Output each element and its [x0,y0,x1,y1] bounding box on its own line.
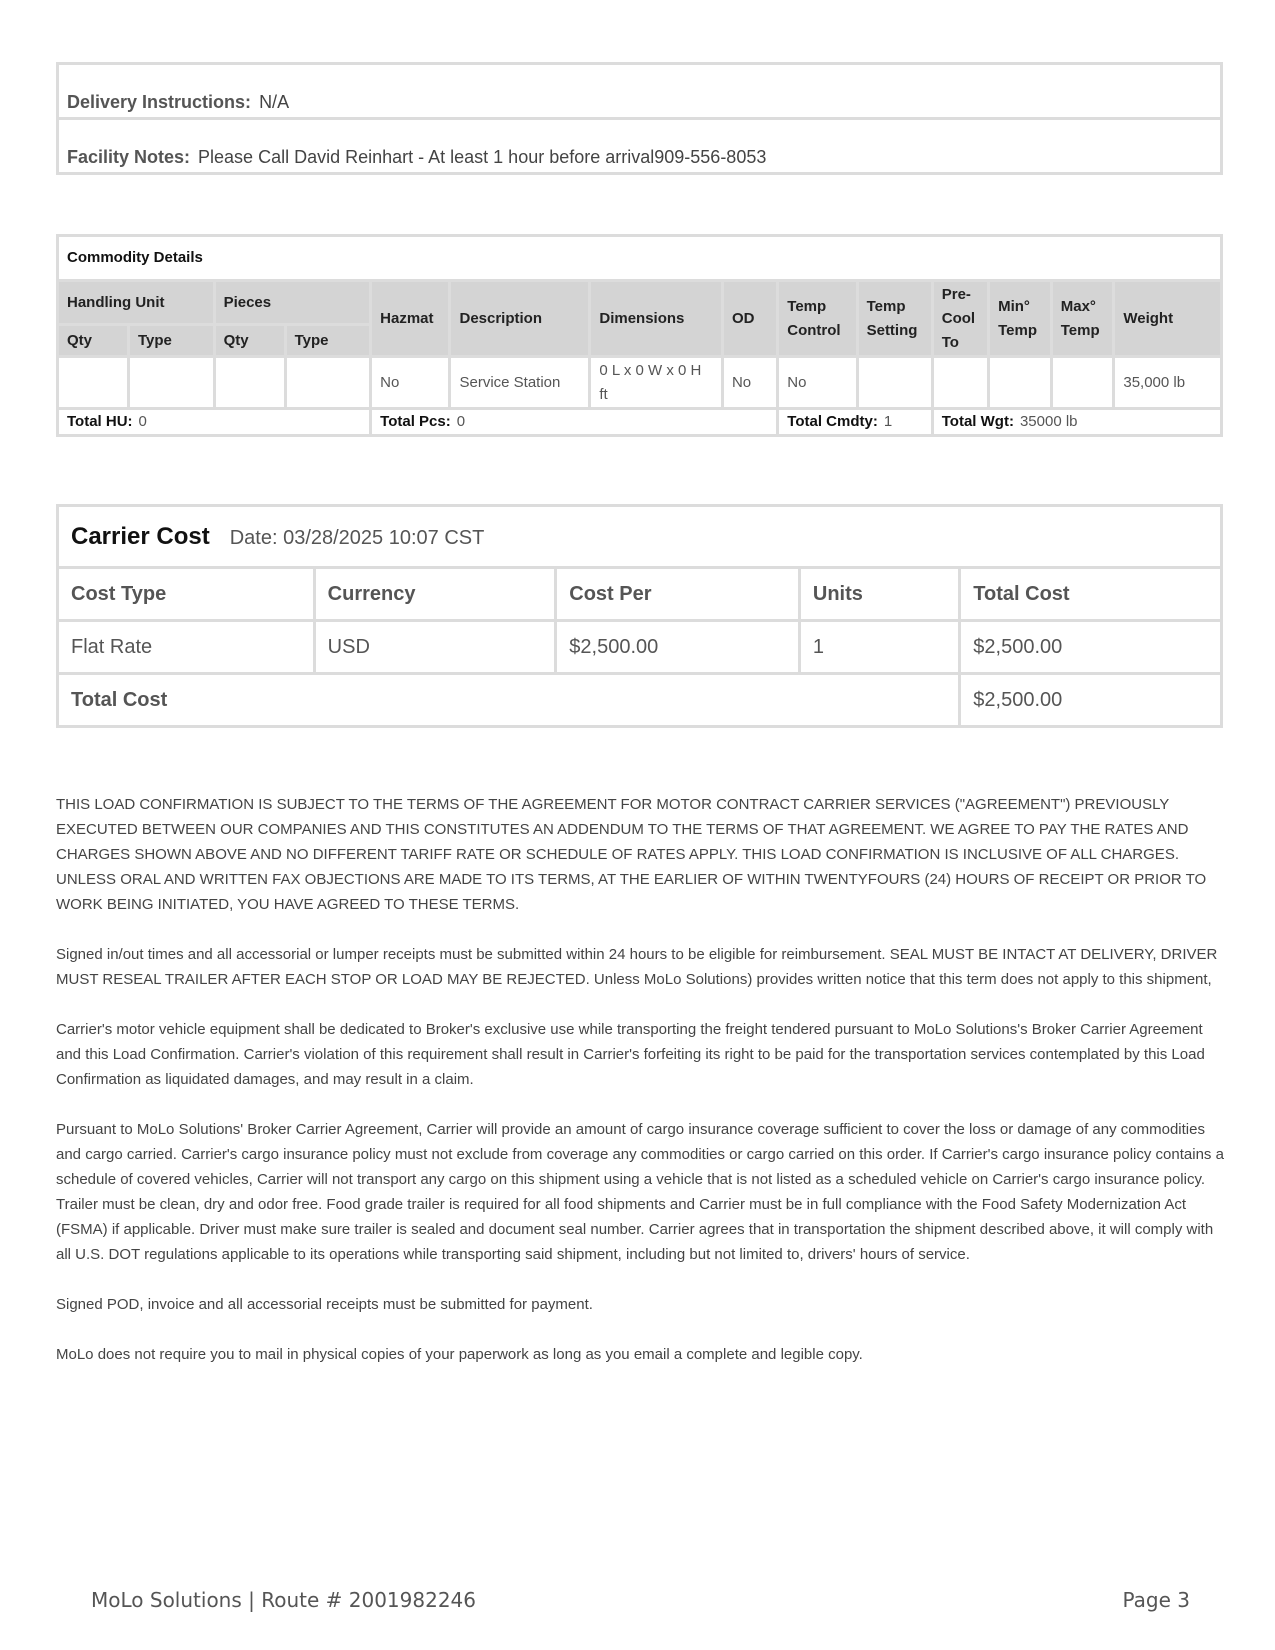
instructions-table [56,62,1223,175]
min-temp-cell [989,357,1052,409]
min-temp-header: Min° Temp [989,281,1052,357]
total-hu-label: Total HU: [67,413,133,430]
pre-cool-to-cell [932,357,988,409]
total-wgt-value: 35000 lb [1019,413,1078,430]
total-cmdty [778,409,932,436]
description-cell: Service Station [450,357,590,409]
hu-type-cell [128,357,214,409]
units-cell: 1 [799,621,959,674]
total-hu [58,409,371,436]
terms-section [56,792,1226,1392]
pre-cool-to-header: Pre-Cool To [932,281,988,357]
cost-type-cell: Flat Rate [58,621,315,674]
dimensions-cell: 0 L x 0 W x 0 H ft [590,357,723,409]
table-row [58,357,1222,409]
pcs-type-cell [285,357,371,409]
pieces-header: Pieces [214,281,371,325]
terms-paragraph: Pursuant to MoLo Solutions' Broker Carrier Agreement, Carrier will provide an amount of cargo insurance coverage sufficient to cover the loss or damage of any commodities and cargo carried. Carrier's cargo insurance policy must not exclude from coverage any commodities or cargo carried on this order. If Carrier's cargo insurance policy contains a schedule of covered vehicles, Carrier will not transport any cargo on this shipment using a vehicle that is not listed as a scheduled vehicle on Carrier's cargo insurance policy. Trailer must be clean, dry and odor free. Food grade trailer is required for all food shipments and Carrier must be in full compliance with the Food Safety Modernization Act (FSMA) if applicable. Driver must make sure trailer is sealed and document seal number. Carrier agrees that in transportation the shipment described above, it will comply with all U.S. DOT regulations applicable to its operations while transporting said shipment, including but not limited to, drivers' hours of service. [56,1121,1224,1263]
facility-notes-row [58,119,1222,174]
carrier-cost-title: Carrier Cost [71,522,210,550]
od-header: OD [722,281,777,357]
carrier-cost-heading [58,506,1222,568]
total-wgt [932,409,1221,436]
dimensions-header: Dimensions [590,281,723,357]
footer-page-number: Page 3 [1122,1588,1190,1612]
total-cmdty-label: Total Cmdty: [787,413,878,430]
hu-type-header: Type [128,325,214,357]
pcs-qty-cell [214,357,285,409]
cost-type-header: Cost Type [58,568,315,621]
footer-route: MoLo Solutions | Route # 2001982246 [91,1588,476,1612]
max-temp-header: Max° Temp [1051,281,1114,357]
currency-header: Currency [314,568,556,621]
totals-row [58,409,1222,436]
terms-paragraph: Signed POD, invoice and all accessorial receipts must be submitted for payment. [56,1296,593,1313]
delivery-instructions-label: Delivery Instructions: [67,92,252,112]
total-pcs-value: 0 [456,413,466,430]
carrier-cost-date: Date: 03/28/2025 10:07 CST [229,526,485,549]
total-pcs [371,409,778,436]
temp-control-header: Temp Control [778,281,857,357]
terms-paragraph: Carrier's motor vehicle equipment shall be dedicated to Broker's exclusive use while transporting the freight tendered pursuant to MoLo Solutions's Broker Carrier Agreement and this Load Confirmation. Carrier's violation of this requirement shall result in Carrier's forfeiting its right to be paid for the transportation services contemplated by this Load Confirmation as liquidated damages, and may result in a claim. [56,1021,1205,1088]
handling-unit-header: Handling Unit [58,281,215,325]
temp-setting-header: Temp Setting [857,281,932,357]
grand-total-value: $2,500.00 [960,674,1222,727]
hu-qty-header: Qty [58,325,129,357]
total-cmdty-value: 1 [883,413,893,430]
hazmat-header: Hazmat [371,281,450,357]
total-cost-cell: $2,500.00 [960,621,1222,674]
pcs-type-header: Type [285,325,371,357]
currency-cell: USD [314,621,556,674]
max-temp-cell [1051,357,1114,409]
table-row [58,621,1222,674]
units-header: Units [799,568,959,621]
hu-qty-cell [58,357,129,409]
commodity-table [56,234,1223,437]
grand-total-label: Total Cost [58,674,960,727]
total-wgt-label: Total Wgt: [941,413,1014,430]
hazmat-cell: No [371,357,450,409]
total-hu-value: 0 [138,413,147,430]
delivery-instructions-row [58,64,1222,119]
pcs-qty-header: Qty [214,325,285,357]
temp-control-cell: No [778,357,857,409]
cost-per-header: Cost Per [556,568,800,621]
od-cell: No [722,357,777,409]
facility-notes-value: Please Call David Reinhart - At least 1 hour before arrival909-556-8053 [198,147,767,167]
commodity-title: Commodity Details [58,236,1222,281]
terms-paragraph: MoLo does not require you to mail in physical copies of your paperwork as long as you email a complete and legible copy. [56,1346,863,1363]
terms-paragraph: THIS LOAD CONFIRMATION IS SUBJECT TO THE TERMS OF THE AGREEMENT FOR MOTOR CONTRACT CARRIER SERVICES ("AGREEMENT") PREVIOUSLY EXECUTED BETWEEN OUR COMPANIES AND THIS CONSTITUTES AN ADDENDUM TO THE TERMS OF THAT AGREEMENT. WE AGREE TO PAY THE RATES AND CHARGES SHOWN ABOVE AND NO DIFFERENT TARIFF RATE OR SCHEDULE OF RATES APPLY. THIS LOAD CONFIRMATION IS INCLUSIVE OF ALL CHARGES. UNLESS ORAL AND WRITTEN FAX OBJECTIONS ARE MADE TO ITS TERMS, AT THE EARLIER OF WITHIN TWENTYFOURS (24) HOURS OF RECEIPT OR PRIOR TO WORK BEING INITIATED, YOU HAVE AGREED TO THESE TERMS. [56,796,1207,913]
weight-header: Weight [1114,281,1222,357]
total-pcs-label: Total Pcs: [380,413,451,430]
description-header: Description [450,281,590,357]
cost-per-cell: $2,500.00 [556,621,800,674]
terms-paragraph: Signed in/out times and all accessorial or lumper receipts must be submitted within 24 hours to be eligible for reimbursement. SEAL MUST BE INTACT AT DELIVERY, DRIVER MUST RESEAL TRAILER AFTER EACH STOP OR LOAD MAY BE REJECTED. Unless MoLo Solutions) provides written notice that this term does not apply to this shipment, [56,946,1218,988]
total-cost-header: Total Cost [960,568,1222,621]
temp-setting-cell [857,357,932,409]
weight-cell: 35,000 lb [1114,357,1222,409]
carrier-cost-table [56,504,1223,728]
facility-notes-label: Facility Notes: [67,147,191,167]
delivery-instructions-value: N/A [259,92,290,112]
